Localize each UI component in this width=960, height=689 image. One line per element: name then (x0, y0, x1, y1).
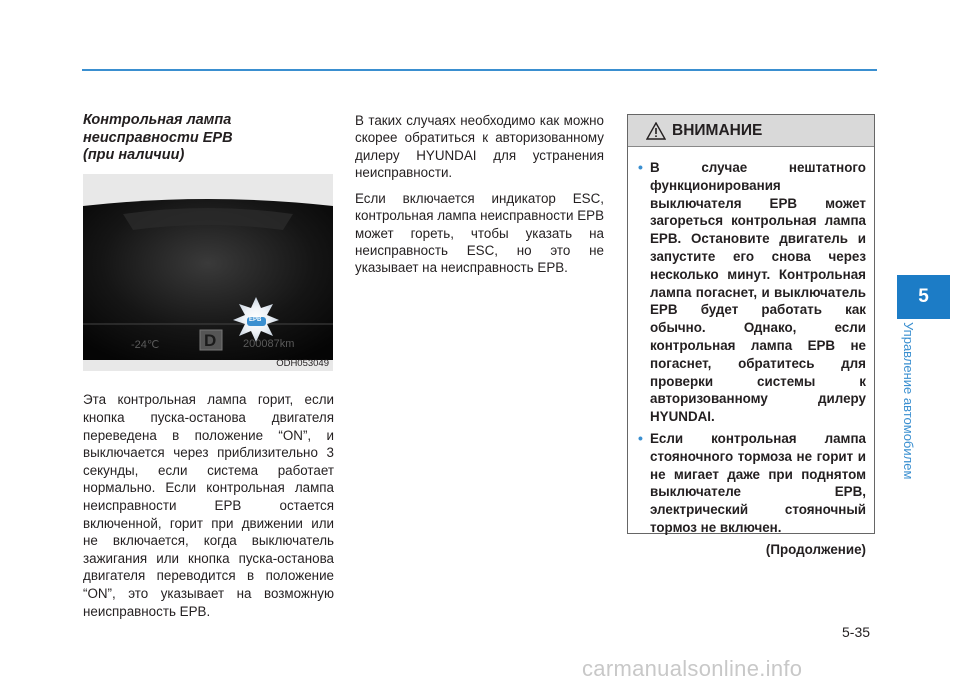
left-paragraph: Эта контрольная лампа горит, если кнопка пуска-останова двигателя переведена в положение “ON”, и выключается через приблизительно 3 секунды, если система работает нормально. Если контрольная лампа неисправности EPB остается включенной, горит при движении или не включается, когда выключатель зажигания или кнопка пуска-останова двигателя переводится в положение “ON”, это указывает на возможную неисправность EPB. (83, 392, 334, 619)
watermark: carmanualsonline.info (582, 656, 803, 681)
bullet-icon: • (638, 429, 643, 446)
section-heading (83, 112, 334, 165)
chapter-tab: 5 (897, 275, 950, 319)
warning-header (628, 115, 874, 147)
continued-label: (Продолжение) (765, 541, 866, 557)
warning-bullet-text: В случае нештатного функционирования выключателя EPB может загореться контрольная лампа EPB. Остановите двигатель и запустите его снова через несколько минут. Контрольная лампа погаснет, и выключатель EPB будет работать как обычно. Однако, если контрольная лампа EPB не погаснет, обратитесь для проверки системы к авторизованному дилеру HYUNDAI. (650, 160, 866, 425)
paragraph-esc: Если включается индикатор ESC, контрольная лампа неисправности EPB может гореть, чтобы указать на неисправность ESC, но это не указывает на неисправность EPB. (355, 191, 605, 276)
warning-triangle-icon (646, 122, 666, 140)
page-number: 5-35 (842, 624, 871, 640)
warning-bullet (638, 159, 866, 426)
warning-bullet (638, 430, 866, 537)
heading-line-2: неисправности EPB (83, 129, 233, 146)
header-rule (82, 69, 877, 71)
heading-line-3: (при наличии) (83, 147, 185, 163)
gear-label: D (204, 331, 217, 350)
warning-title: ВНИМАНИЕ (672, 121, 763, 139)
warning-box (627, 114, 875, 557)
odometer-label: 200087km (243, 338, 295, 350)
middle-column (355, 112, 604, 286)
epb-label: EPB (249, 317, 262, 323)
bullet-icon: • (638, 159, 643, 175)
paragraph-dealer: В таких случаях необходимо как можно скорее обратиться к авторизованному дилеру HYUNDAI для устранения неисправности. (355, 113, 604, 180)
figure-code: ODH053049 (276, 358, 329, 369)
cluster-figure (83, 174, 333, 371)
chapter-title-text: Управление автомобилем (901, 322, 916, 480)
temperature-label: -24℃ (131, 339, 160, 351)
heading-line-1: Контрольная лампа (83, 112, 232, 128)
warning-body (628, 147, 874, 559)
warning-bullet-text: Если контрольная лампа стояночного тормоза не горит и не мигает даже при поднятом выключателе EPB, электрический стояночный тормоз не включен. (650, 430, 866, 535)
